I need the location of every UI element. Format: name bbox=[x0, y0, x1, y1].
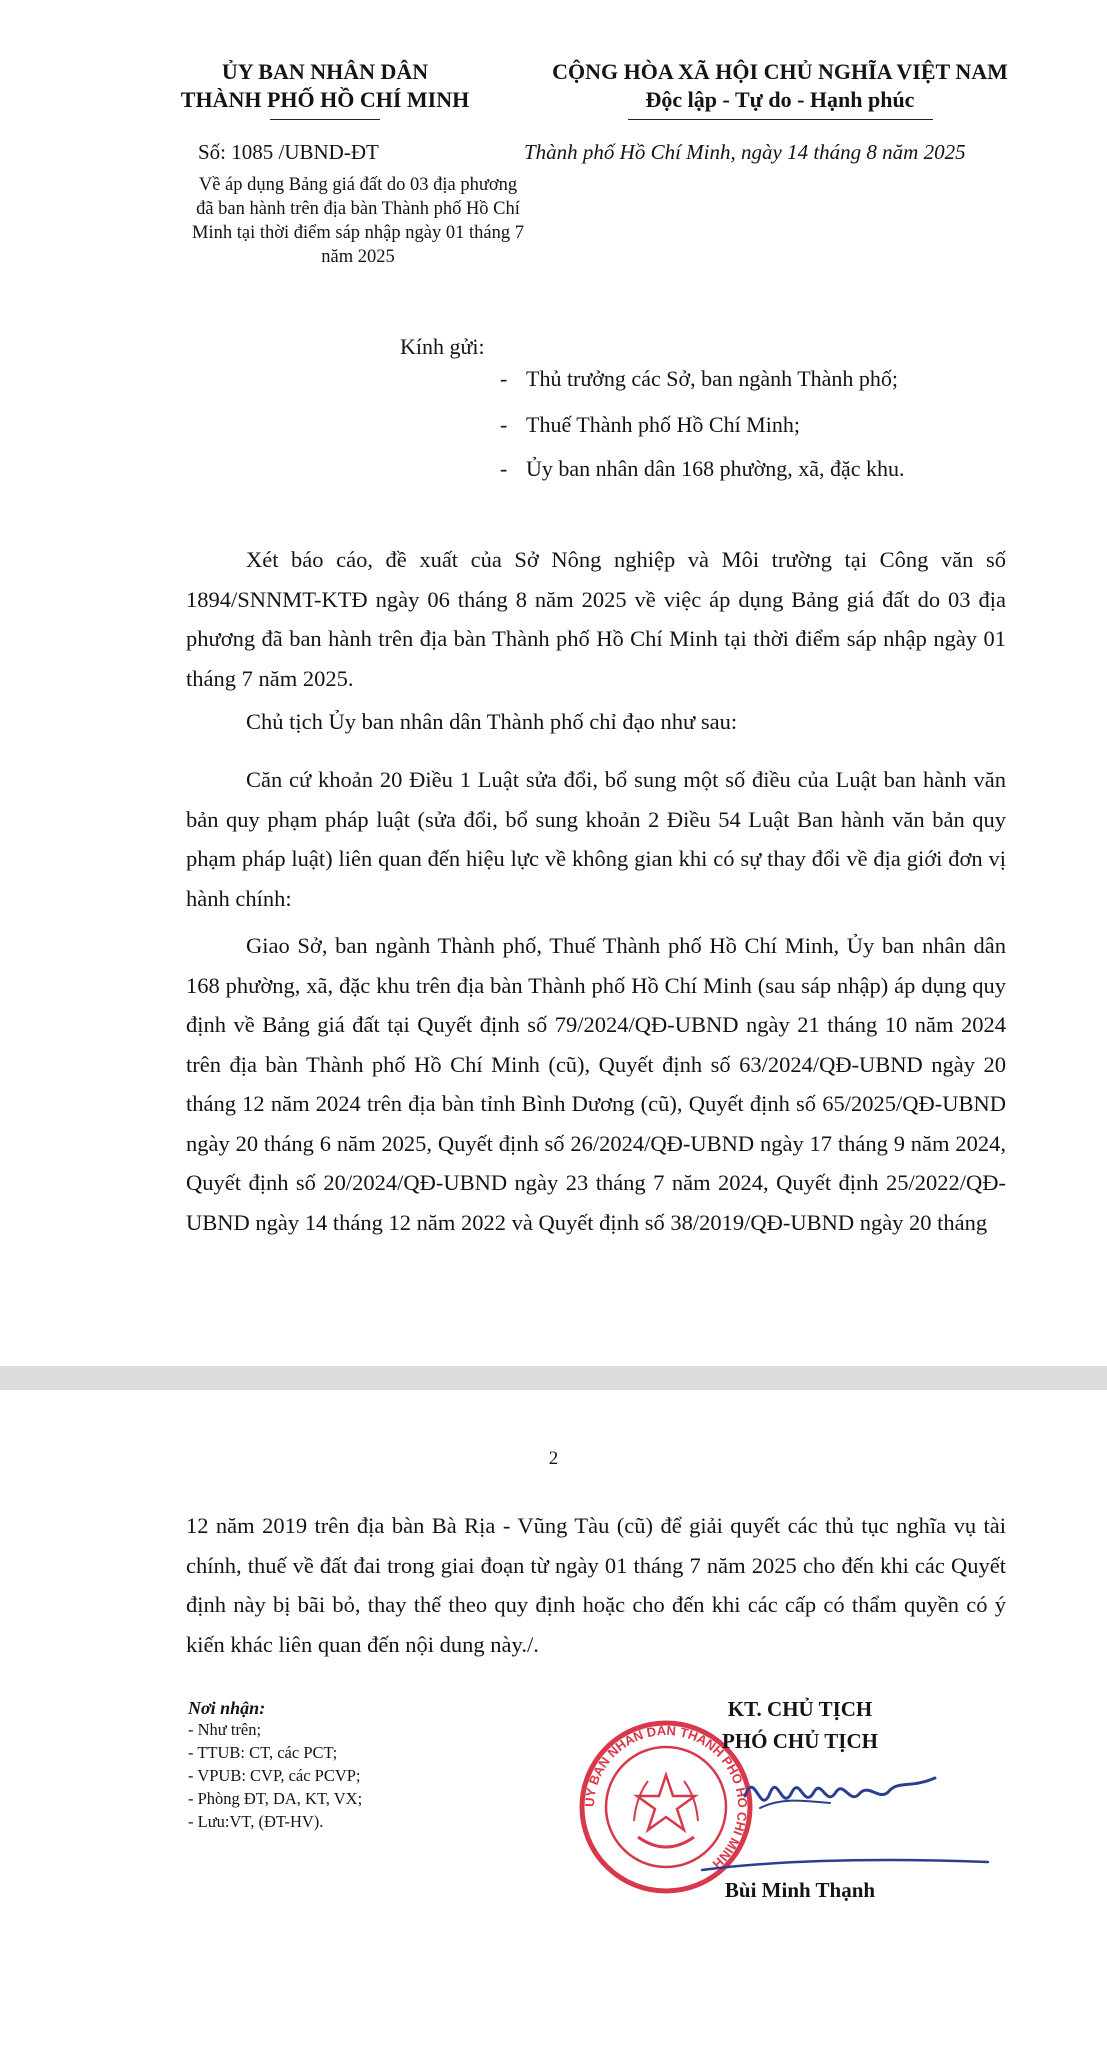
addressee-label: Kính gửi: bbox=[400, 334, 485, 359]
signature-stroke bbox=[700, 1856, 990, 1876]
seal-text: ỦY BAN NHÂN DÂN THÀNH PHỐ HỒ CHÍ MINH bbox=[581, 1722, 751, 1872]
motto: Độc lập - Tự do - Hạnh phúc bbox=[645, 87, 915, 112]
issuing-agency bbox=[150, 58, 500, 114]
signer-name: Bùi Minh Thạnh bbox=[724, 1878, 876, 1902]
place-and-date: Thành phố Hồ Chí Minh, ngày 14 tháng 8 năm 2025 bbox=[524, 140, 966, 164]
recipient-note: - VPUB: CVP, các PCVP; bbox=[188, 1766, 361, 1785]
body-paragraph-2: Chủ tịch Ủy ban nhân dân Thành phố chỉ đạo như sau: bbox=[246, 709, 738, 734]
document-page-2 bbox=[0, 1390, 1107, 2048]
recipients-title: Nơi nhận: bbox=[188, 1698, 266, 1718]
agency-line-1: ỦY BAN NHÂN DÂN bbox=[221, 59, 429, 84]
nation-line-1: CỘNG HÒA XÃ HỘI CHỦ NGHĨA VIỆT NAM bbox=[552, 59, 1008, 84]
document-subject: Về áp dụng Bảng giá đất do 03 địa phương đã ban hành trên địa bàn Thành phố Hồ Chí Minh tại thời điểm sáp nhập ngày 01 tháng 7 năm 2025 bbox=[192, 175, 524, 267]
agency-underline bbox=[270, 119, 380, 120]
addressee-bullet: - bbox=[500, 456, 508, 481]
body-paragraph-1: Xét báo cáo, đề xuất của Sở Nông nghiệp và Môi trường tại Công văn số 1894/SNNMT-KTĐ ngày 06 tháng 8 năm 2025 về việc áp dụng Bảng giá đất do 03 địa phương đã ban hành trên địa bàn Thành phố Hồ Chí Minh tại thời điểm sáp nhập ngày 01 tháng 7 năm 2025. bbox=[186, 547, 1006, 691]
body-paragraph-3: Căn cứ khoản 20 Điều 1 Luật sửa đổi, bổ sung một số điều của Luật ban hành văn bản quy phạm pháp luật (sửa đổi, bổ sung khoản 2 Điều 54 Luật Ban hành văn bản quy phạm pháp luật) liên quan đến hiệu lực về không gian khi có sự thay đổi về địa giới đơn vị hành chính: bbox=[186, 767, 1006, 911]
addressee-bullet: - bbox=[500, 366, 508, 391]
addressee-text: Thủ trưởng các Sở, ban ngành Thành phố; bbox=[526, 366, 899, 391]
recipient-note: - Như trên; bbox=[188, 1720, 262, 1739]
addressee-text: Thuế Thành phố Hồ Chí Minh; bbox=[526, 412, 800, 437]
body-paragraph-5: 12 năm 2019 trên địa bàn Bà Rịa - Vũng Tàu (cũ) để giải quyết các thủ tục nghĩa vụ tài chính, thuế về đất đai trong giai đoạn từ ngày 01 tháng 7 năm 2025 cho đến khi các Quyết định này bị bãi bỏ, thay thế theo quy định hoặc cho đến khi các cấp có thẩm quyền có ý kiến khác liên quan đến nội dung này./. bbox=[186, 1513, 1006, 1657]
recipient-note: - Lưu:VT, (ĐT-HV). bbox=[188, 1812, 324, 1831]
recipient-note: - TTUB: CT, các PCT; bbox=[188, 1743, 338, 1762]
addressee-bullet: - bbox=[500, 412, 508, 437]
agency-line-2: THÀNH PHỐ HỒ CHÍ MINH bbox=[180, 87, 470, 112]
signer-authority: KT. CHỦ TỊCH bbox=[727, 1697, 873, 1721]
national-title bbox=[520, 58, 1040, 114]
recipient-note: - Phòng ĐT, DA, KT, VX; bbox=[188, 1789, 363, 1808]
document-number: Số: 1085 /UBND-ĐT bbox=[198, 140, 379, 164]
motto-underline bbox=[628, 119, 933, 120]
addressee-item bbox=[500, 456, 905, 482]
page-number: 2 bbox=[548, 1448, 559, 1469]
addressee-text: Ủy ban nhân dân 168 phường, xã, đặc khu. bbox=[526, 456, 905, 481]
addressee-item bbox=[500, 366, 898, 392]
page-separator bbox=[0, 1366, 1107, 1390]
addressee-item bbox=[500, 412, 800, 438]
handwritten-signature bbox=[740, 1748, 940, 1838]
body-paragraph-4: Giao Sở, ban ngành Thành phố, Thuế Thành phố Hồ Chí Minh, Ủy ban nhân dân 168 phường, xã, đặc khu trên địa bàn Thành phố Hồ Chí Minh (sau sáp nhập) áp dụng quy định về Bảng giá đất tại Quyết định số 79/2024/QĐ-UBND ngày 21 tháng 10 năm 2024 trên địa bàn Thành phố Hồ Chí Minh (cũ), Quyết định số 63/2024/QĐ-UBND ngày 20 tháng 12 năm 2024 trên địa bàn tỉnh Bình Dương (cũ), Quyết định số 65/2025/QĐ-UBND ngày 20 tháng 6 năm 2025, Quyết định số 26/2024/QĐ-UBND ngày 17 tháng 9 năm 2024, Quyết định số 20/2024/QĐ-UBND ngày 23 tháng 7 năm 2024, Quyết định 25/2022/QĐ-UBND ngày 14 tháng 12 năm 2022 và Quyết định số 38/2019/QĐ-UBND ngày 20 tháng bbox=[186, 933, 1006, 1235]
signer-position: PHÓ CHỦ TỊCH bbox=[722, 1729, 878, 1753]
